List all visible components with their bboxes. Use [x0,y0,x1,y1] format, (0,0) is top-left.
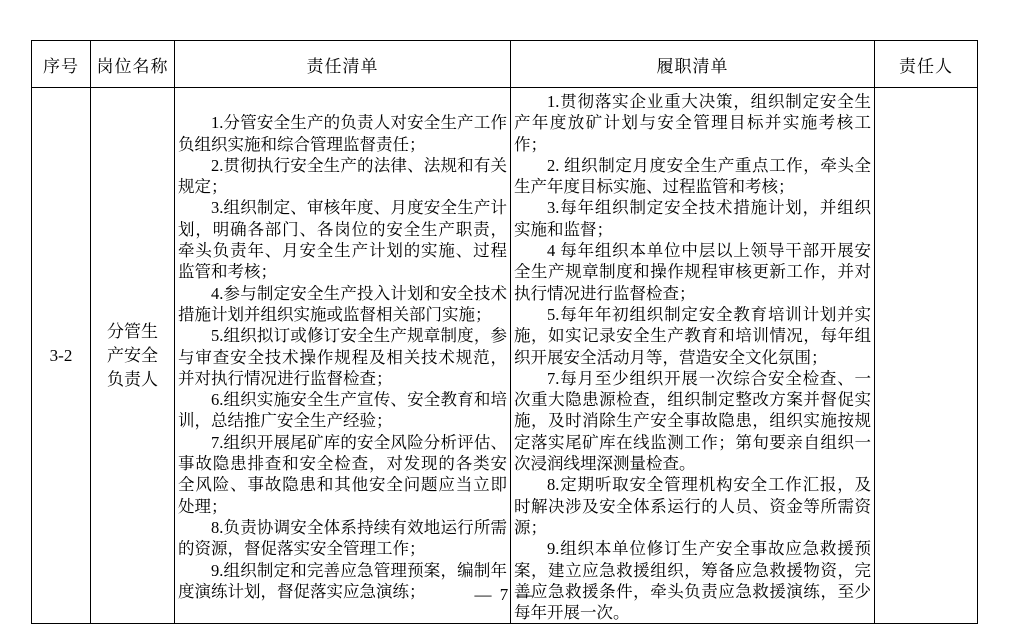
responsibility-item: 7.组织开展尾矿库的安全风险分析评估、事故隐患排查和安全检查，对发现的各类安全风险、事故隐患和其他安全问题应当立即处理； [178,432,507,516]
cell-responsibilities [175,88,511,624]
cell-responsible-person [875,88,978,624]
responsibility-item: 3.组织制定、审核年度、月度安全生产计划，明确各部门、各岗位的安全生产职责，牵头负责年、月安全生产计划的实施、过程监管和考核； [178,198,507,282]
duty-item: 7.每月至少组织开展一次综合安全检查、一次重大隐患源检查，组织制定整改方案并督促实施，及时消除生产安全事故隐患，组织实施按规定落实尾矿库在线监测工作；第旬要亲自组织一次浸润线埋深测量检查。 [514,368,871,474]
cell-position: 分管生产安全负责人 [91,88,175,624]
header-duty-list: 履职清单 [511,41,875,88]
duty-item: 3.每年组织制定安全技术措施计划，并组织实施和监督； [514,198,871,239]
duty-item: 2. 组织制定月度安全生产重点工作，牵头全生产年度目标实施、过程监管和考核； [514,155,871,197]
responsibility-item: 4.参与制定安全生产投入计划和安全技术措施计划并组织实施或监督相关部门实施； [178,283,507,324]
responsibility-item: 2.贯彻执行安全生产的法律、法规和有关规定； [178,155,507,197]
header-position: 岗位名称 [91,41,175,88]
responsibility-item: 5.组织拟订或修订安全生产规章制度，参与审查安全技术操作规程及相关技术规范，并对执行情况进行监督检查； [178,326,507,388]
page-number: — 7 — [474,585,536,604]
duty-item: 1.贯彻落实企业重大决策，组织制定安全生产年度放矿计划与安全管理目标并实施考核工作； [514,92,871,154]
responsibility-item: 6.组织实施安全生产宣传、安全教育和培训，总结推广安全生产经验； [178,390,507,431]
cell-duties [511,88,875,624]
table-row [32,88,978,624]
header-responsibility-list: 责任清单 [175,41,511,88]
cell-serial: 3-2 [32,88,91,624]
header-serial: 序号 [32,41,91,88]
duty-item: 4 每年组织本单位中层以上领导干部开展安全生产规章制度和操作规程审核更新工作，并对执行情况进行监督检查； [514,241,871,303]
duty-item: 5.每年年初组织制定安全教育培训计划并实施，如实记录安全生产教育和培训情况，每年组织开展安全活动月等，营造安全文化氛围； [514,304,871,367]
table-header-row [32,41,978,88]
responsibility-table [31,40,978,624]
responsibility-item: 8.负责协调安全体系持续有效地运行所需的资源，督促落实安全管理工作； [178,517,507,559]
responsibility-item: 1.分管安全生产的负责人对安全生产工作负组织实施和综合管理监督责任； [178,113,507,154]
duty-item: 9.组织本单位修订生产安全事故应急救援预案，建立应急救援组织，筹备应急救援物资，完善应急救援条件，牵头负责应急救援演练，至少每年开展一次。 [514,539,871,623]
duty-item: 8.定期听取安全管理机构安全工作汇报，及时解决涉及安全体系运行的人员、资金等所需资源； [514,475,871,537]
header-responsible-person: 责任人 [875,41,978,88]
responsibility-item: 9.组织制定和完善应急管理预案，编制年度演练计划，督促落实应急演练； [178,560,507,601]
